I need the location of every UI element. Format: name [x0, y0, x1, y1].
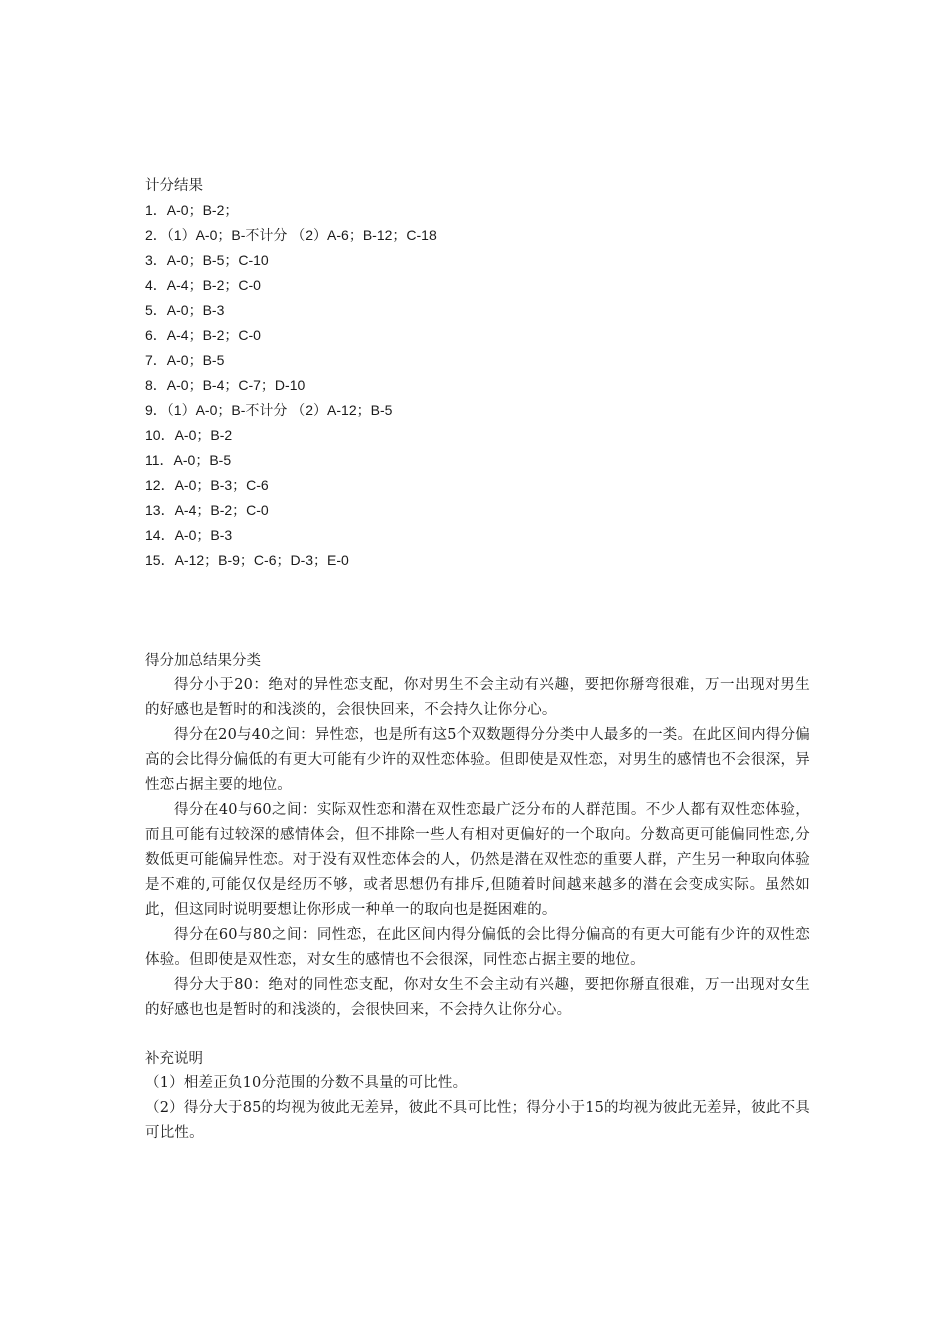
scoring-item: 8．A-0；B-4；C-7；D-10	[145, 377, 306, 393]
section-spacer	[145, 1023, 810, 1047]
scoring-item: 12．A-0；B-3；C-6	[145, 477, 269, 493]
supplement-title: 补充说明	[145, 1051, 203, 1067]
scoring-item: 10．A-0；B-2	[145, 427, 233, 443]
scoring-item: 15．A-12；B-9；C-6；D-3；E-0	[145, 552, 349, 568]
classification-paragraph: 得分大于80：绝对的同性恋支配，你对女生不会主动有兴趣，要把你掰直很难，万一出现对女生的好感也也是暂时的和浅淡的，会很快回来，不会持久让你分心。	[145, 977, 810, 1018]
scoring-item: 5．A-0；B-3	[145, 302, 225, 318]
classification-title: 得分加总结果分类	[145, 653, 261, 669]
scoring-list	[145, 198, 810, 573]
scoring-title: 计分结果	[145, 178, 203, 194]
document-page	[145, 174, 810, 1146]
classification-paragraph: 得分在20与40之间：异性恋，也是所有这5个双数题得分分类中人最多的一类。在此区间内得分偏高的会比得分偏低的有更大可能有少许的双性恋体验。但即使是双性恋，对男生的感情也不会很深，异性恋占据主要的地位。	[145, 727, 810, 793]
section-spacer	[145, 573, 810, 649]
scoring-item: 14．A-0；B-3	[145, 527, 233, 543]
scoring-item: 3．A-0；B-5；C-10	[145, 252, 269, 268]
scoring-item: 1．A-0；B-2；	[145, 202, 239, 218]
scoring-item: 7．A-0；B-5	[145, 352, 225, 368]
scoring-item: 2．（1）A-0；B-不计分 （2）A-6；B-12；C-18	[145, 227, 437, 243]
scoring-item: 4．A-4；B-2；C-0	[145, 277, 261, 293]
classification-paragraph: 得分在60与80之间：同性恋，在此区间内得分偏低的会比得分偏高的有更大可能有少许的双性恋体验。但即使是双性恋，对女生的感情也不会很深，同性恋占据主要的地位。	[145, 927, 810, 968]
scoring-item: 13．A-4；B-2；C-0	[145, 502, 269, 518]
supplement-note: （2）得分大于85的均视为彼此无差异，彼此不具可比性；得分小于15的均视为彼此无差异，彼此不具可比性。	[145, 1100, 810, 1141]
scoring-item: 9．（1）A-0；B-不计分 （2）A-12；B-5	[145, 402, 393, 418]
classification-paragraph: 得分小于20：绝对的异性恋支配，你对男生不会主动有兴趣，要把你掰弯很难，万一出现对男生的好感也是暂时的和浅淡的，会很快回来，不会持久让你分心。	[145, 677, 810, 718]
scoring-item: 11．A-0；B-5	[145, 452, 232, 468]
classification-paragraph: 得分在40与60之间：实际双性恋和潜在双性恋最广泛分布的人群范围。不少人都有双性恋体验，而且可能有过较深的感情体会，但不排除一些人有相对更偏好的一个取向。分数高更可能偏同性恋,分数低更可能偏异性恋。对于没有双性恋体会的人，仍然是潜在双性恋的重要人群，产生另一种取向体验是不难的,可能仅仅是经历不够，或者思想仍有排斥,但随着时间越来越多的潜在会变成实际。虽然如此，但这同时说明要想让你形成一种单一的取向也是挺困难的。	[145, 802, 810, 918]
scoring-item: 6．A-4；B-2；C-0	[145, 327, 261, 343]
supplement-note: （1）相差正负10分范围的分数不具量的可比性。	[145, 1075, 468, 1091]
